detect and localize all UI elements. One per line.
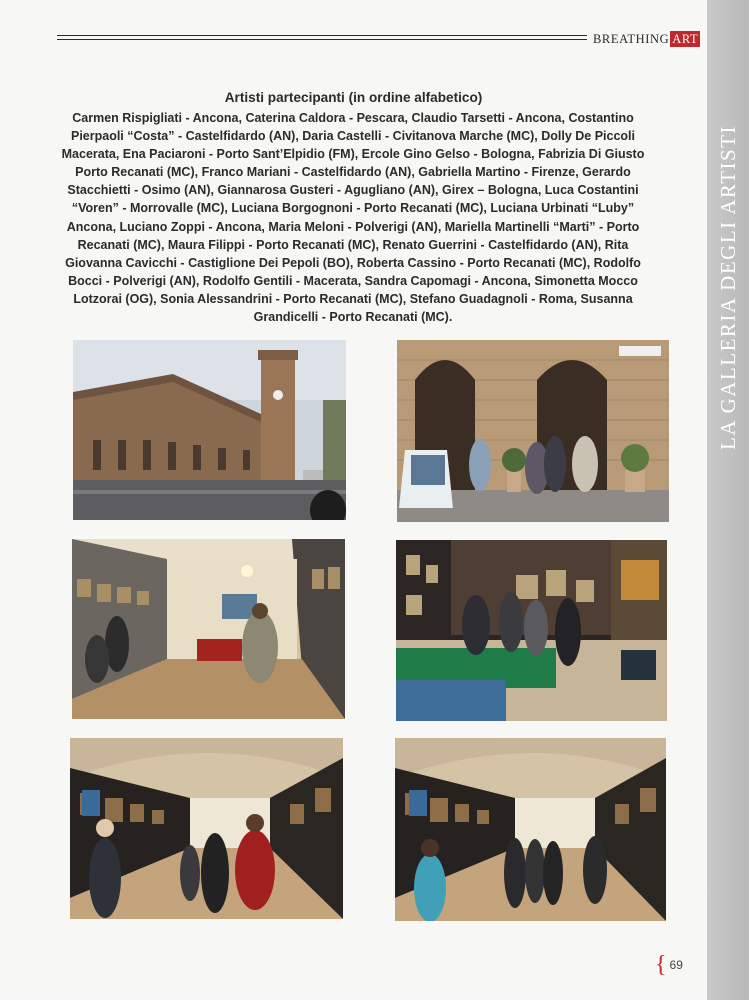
page-number — [655, 952, 683, 978]
page-number-text: 69 — [669, 958, 683, 972]
section-label: LA GALLERIA DEGLI ARTISTI — [716, 125, 740, 450]
brand-main: BREATHING — [593, 31, 670, 46]
castle-exterior-photo — [73, 340, 346, 520]
section-side-band — [707, 0, 749, 1000]
exhibition-visitors-photo — [396, 540, 667, 721]
brand-logo — [593, 31, 700, 47]
entrance-arches-photo — [397, 340, 669, 522]
exhibition-hall-photo — [72, 539, 345, 719]
gallery-corridor-photo-2 — [395, 738, 666, 921]
header-rule — [57, 35, 587, 40]
brand-accent: ART — [672, 32, 699, 46]
gallery-corridor-photo — [70, 738, 343, 919]
article-title: Artisti partecipanti (in ordine alfabetico) — [224, 90, 483, 105]
artists-list: Carmen Rispigliati - Ancona, Caterina Caldora - Pescara, Claudio Tarsetti - Ancona, Costantino Pierpaoli “Costa” - Castelfidardo (AN), Daria Castelli - Civitanova Marche (MC), Dolly De Piccoli Macerata, Ena Paciaroni - Porto Sant’Elpidio (FM), Ercole Gino Gelso - Bologna, Fabrizia Di Giusto Porto Recanati (MC), Franco Mariani - Castelfidardo (AN), Gabriella Martino - Firenze, Gerardo Stacchietti - Osimo (AN), Giannarosa Gusteri - Agugliano (AN), Girex – Bologna, Luca Costantini “Voren” - Morrovalle (MC), Luciana Borgognoni - Porto Recanati (MC), Luciana Urbinati “Luby” Ancona, Luciano Zoppi - Ancona, Maria Meloni - Polverigi (AN), Mariella Martinelli “Marti” - Porto Recanati (MC), Maura Filippi - Porto Recanati (MC), Renato Guerrini - Castelfidardo (AN), Rita Giovanna Cavicchi - Castiglione Dei Pepoli (BO), Roberta Cassino - Porto Recanati (MC), Rodolfo Bocci - Polverigi (AN), Rodolfo Gentili - Macerata, Sandra Capomagi - Ancona, Simonetta Mocco Lotzorai (OG), Sonia Alessandrini - Porto Recanati (MC), Stefano Guadagnoli - Roma, Susanna Grandicelli - Porto Recanati (MC). — [61, 111, 645, 325]
brace-ornament-icon: { — [655, 952, 667, 978]
